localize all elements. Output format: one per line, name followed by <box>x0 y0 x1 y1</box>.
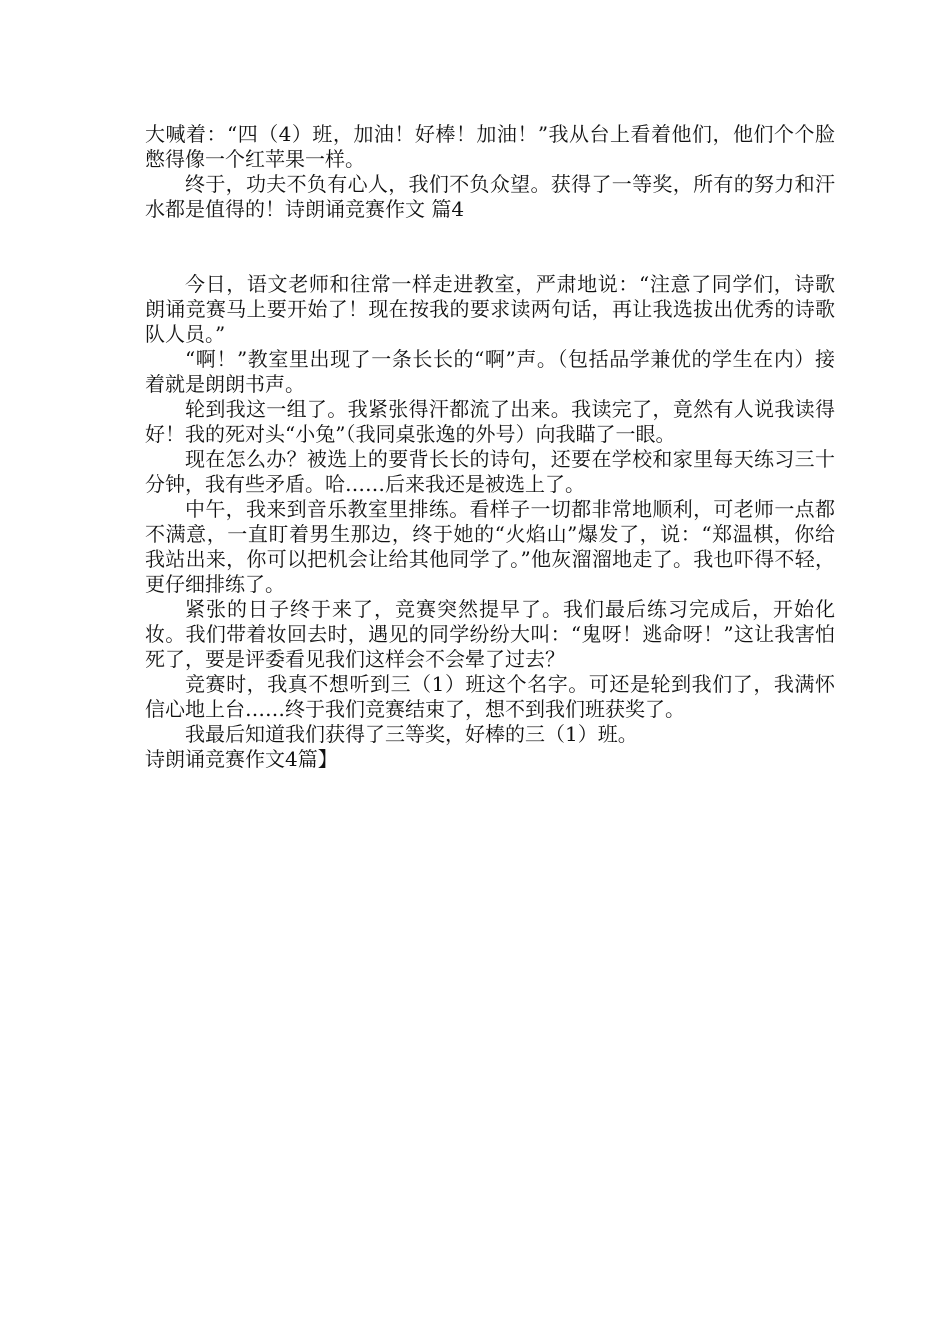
paragraph: 今日，语文老师和往常一样走进教室，严肃地说：“注意了同学们，诗歌朗诵竞赛马上要开始了！现在按我的要求读两句话，再让我选拔出优秀的诗歌队人员。” <box>145 272 835 346</box>
closing-line: 诗朗诵竞赛作文4篇】 <box>145 747 338 771</box>
paragraph: 竞赛时，我真不想听到三（1）班这个名字。可还是轮到我们了，我满怀信心地上台……终于我们竞赛结束了，想不到我们班获奖了。 <box>145 672 835 721</box>
paragraph: 轮到我这一组了。我紧张得汗都流了出来。我读完了，竟然有人说我读得好！我的死对头“小兔”（我同桌张逸的外号）向我瞄了一眼。 <box>145 397 835 446</box>
text-block-essay-4 <box>145 272 835 772</box>
paragraph: 终于，功夫不负有心人，我们不负众望。获得了一等奖，所有的努力和汗水都是值得的！诗朗诵竞赛作文 篇4 <box>145 172 835 221</box>
paragraph-continuation: 大喊着：“四（4）班，加油！好棒！加油！”我从台上看着他们，他们个个脸憋得像一个红苹果一样。 <box>145 122 835 171</box>
paragraph: 我最后知道我们获得了三等奖，好棒的三（1）班。 <box>185 722 638 746</box>
paragraph: “啊！”教室里出现了一条长长的“啊”声。（包括品学兼优的学生在内）接着就是朗朗书声。 <box>145 347 835 396</box>
text-block-top <box>145 122 835 222</box>
paragraph: 现在怎么办？被选上的要背长长的诗句，还要在学校和家里每天练习三十分钟，我有些矛盾。哈……后来我还是被选上了。 <box>145 447 835 496</box>
paragraph: 紧张的日子终于来了，竞赛突然提早了。我们最后练习完成后，开始化妆。我们带着妆回去时，遇见的同学纷纷大叫：“鬼呀！逃命呀！”这让我害怕死了，要是评委看见我们这样会不会晕了过去？ <box>145 597 835 671</box>
paragraph: 中午，我来到音乐教室里排练。看样子一切都非常地顺利，可老师一点都不满意，一直盯着男生那边，终于她的“火焰山”爆发了，说：“郑温棋，你给我站出来，你可以把机会让给其他同学了。”他灰溜溜地走了。我也吓得不轻，更仔细排练了。 <box>145 497 835 596</box>
